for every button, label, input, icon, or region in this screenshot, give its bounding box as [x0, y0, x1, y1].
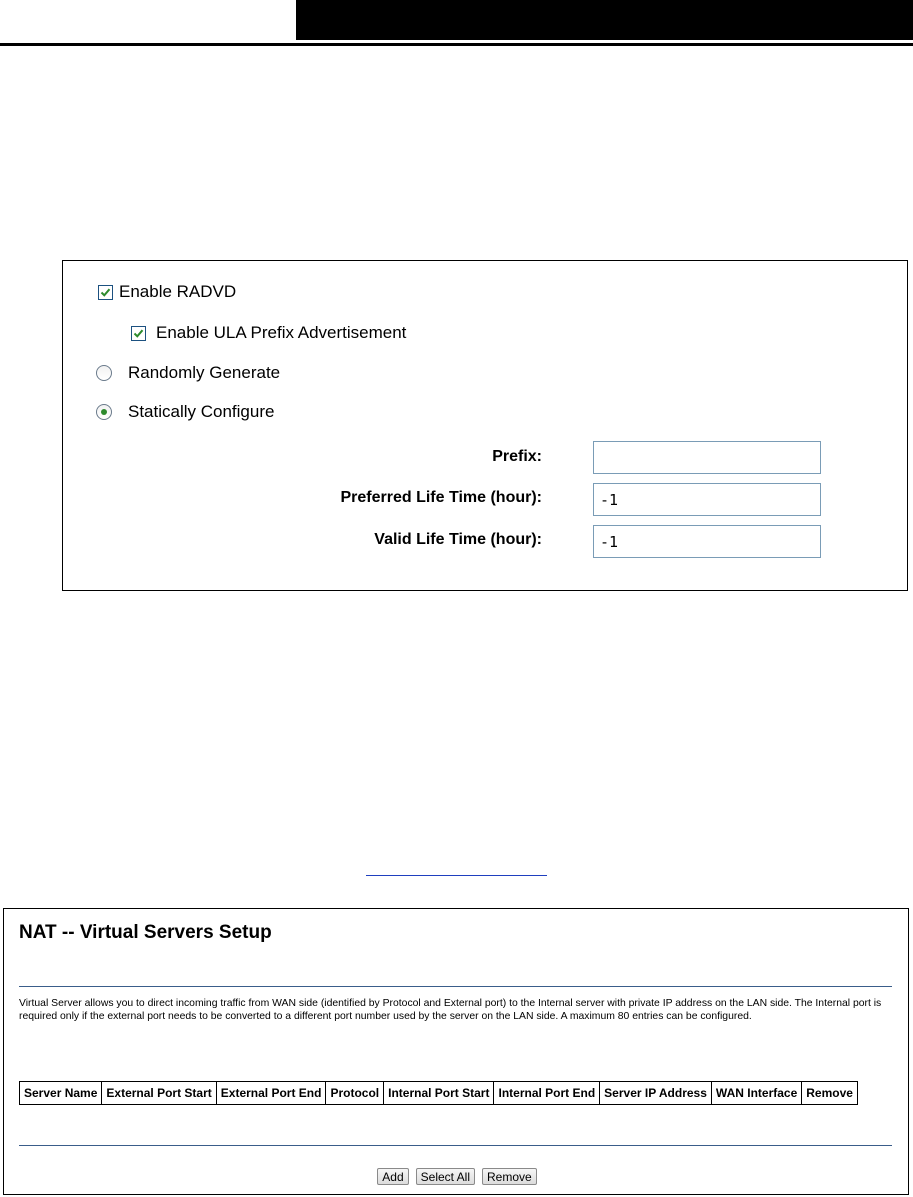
col-internal-port-start: Internal Port Start — [384, 1082, 494, 1105]
nat-virtual-servers-panel — [3, 908, 909, 1195]
valid-lifetime-input[interactable]: -1 — [593, 525, 821, 558]
valid-lifetime-label: Valid Life Time (hour): — [374, 531, 542, 548]
col-protocol: Protocol — [326, 1082, 384, 1105]
col-wan-interface: WAN Interface — [711, 1082, 801, 1105]
prefix-label: Prefix: — [492, 448, 542, 465]
enable-radvd-checkbox[interactable] — [98, 285, 113, 300]
col-server-ip-address: Server IP Address — [600, 1082, 712, 1105]
checkmark-icon — [133, 328, 144, 339]
header-black-bar — [296, 0, 913, 40]
nat-description: Virtual Server allows you to direct incoming traffic from WAN side (identified by Protocol and External port) to the Internal server with private IP address on the LAN side. The Internal port is required only if the external port needs to be converted to a different port number used by the server on the LAN side. A maximum 80 entries can be configured. — [19, 998, 882, 1022]
col-external-port-start: External Port Start — [102, 1082, 216, 1105]
statically-configure-radio[interactable] — [96, 404, 112, 420]
col-server-name: Server Name — [20, 1082, 102, 1105]
select-all-button[interactable]: Select All — [416, 1168, 475, 1185]
randomly-generate-label: Randomly Generate — [128, 363, 281, 382]
enable-ula-label: Enable ULA Prefix Advertisement — [156, 323, 407, 342]
preferred-lifetime-input[interactable]: -1 — [593, 483, 821, 516]
col-internal-port-end: Internal Port End — [494, 1082, 600, 1105]
remove-button[interactable]: Remove — [482, 1168, 537, 1185]
preferred-lifetime-label: Preferred Life Time (hour): — [340, 489, 542, 506]
enable-radvd-row — [98, 282, 236, 302]
statically-configure-row — [96, 402, 274, 422]
enable-radvd-label: Enable RADVD — [119, 282, 237, 301]
col-external-port-end: External Port End — [216, 1082, 326, 1105]
radio-selected-dot — [101, 409, 107, 415]
enable-ula-checkbox[interactable] — [131, 326, 146, 341]
virtual-servers-table — [19, 1081, 858, 1105]
hyperlink-underline[interactable] — [366, 875, 547, 876]
radvd-settings-panel — [62, 260, 908, 591]
header-rule — [0, 43, 913, 46]
randomly-generate-row — [96, 363, 280, 383]
add-button[interactable]: Add — [377, 1168, 408, 1185]
checkmark-icon — [100, 287, 111, 298]
action-buttons — [4, 1168, 910, 1185]
col-remove: Remove — [802, 1082, 858, 1105]
title-divider — [19, 986, 892, 987]
table-header-row — [20, 1082, 858, 1105]
prefix-input[interactable] — [593, 441, 821, 474]
page-title: NAT -- Virtual Servers Setup — [19, 922, 272, 943]
table-divider — [19, 1145, 892, 1146]
enable-ula-row — [131, 323, 406, 343]
statically-configure-label: Statically Configure — [128, 402, 275, 421]
randomly-generate-radio[interactable] — [96, 365, 112, 381]
